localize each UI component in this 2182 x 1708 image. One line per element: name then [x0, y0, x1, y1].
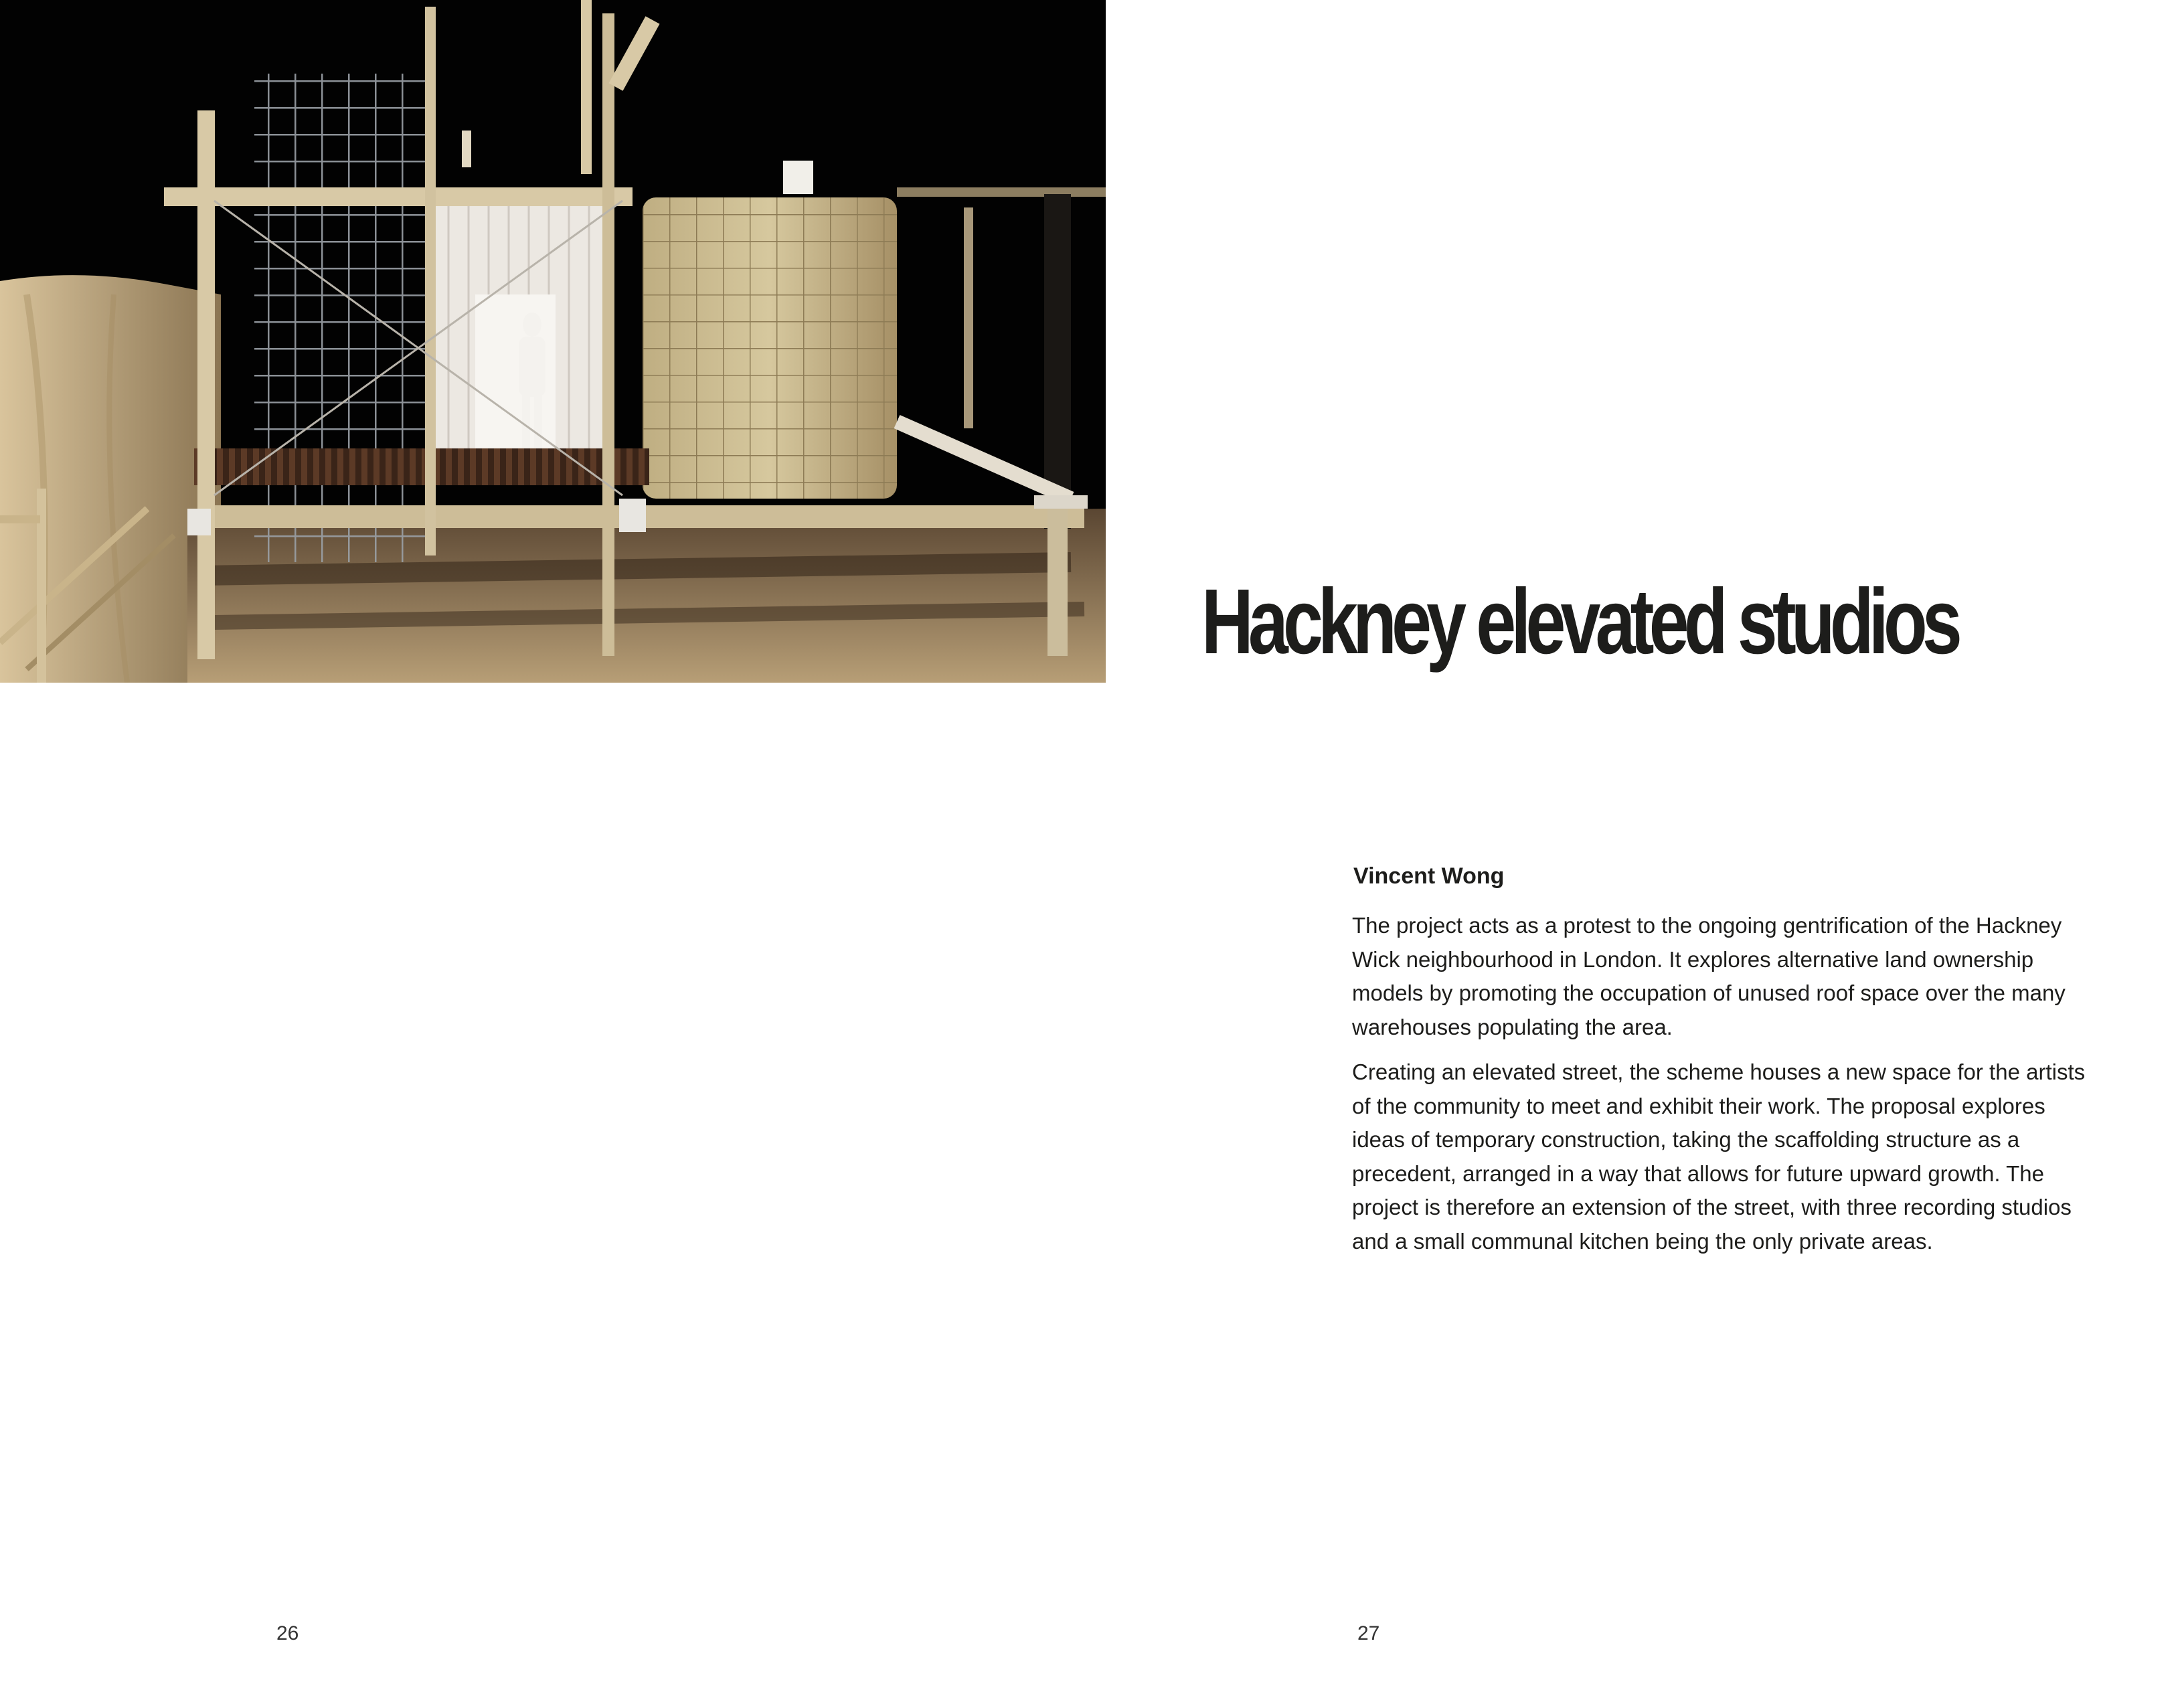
architectural-model-photo	[0, 0, 1106, 683]
description-paragraph: Creating an elevated street, the scheme houses a new space for the artists of the community to meet and exhibit their work. The proposal explores ideas of temporary construction, taking the scaffolding structure as a precedent, arranged in a way that allows for future upward growth. The project is therefore an extension of the street, with three recording studios and a small communal kitchen being the only private areas.	[1352, 1059, 2086, 1254]
page-number-left: 26	[276, 1622, 299, 1644]
page-number-right: 27	[1357, 1622, 1380, 1644]
project-description	[1352, 909, 2088, 1270]
description-paragraph: The project acts as a protest to the ongoing gentrification of the Hackney Wick neighbourhood in London. It explores alternative land ownership models by promoting the occupation of unused roof space over the many warehouses populating the area.	[1352, 913, 2066, 1039]
author-name: Vincent Wong	[1353, 863, 1505, 889]
page-title: Hackney elevated studios	[1201, 570, 1957, 673]
